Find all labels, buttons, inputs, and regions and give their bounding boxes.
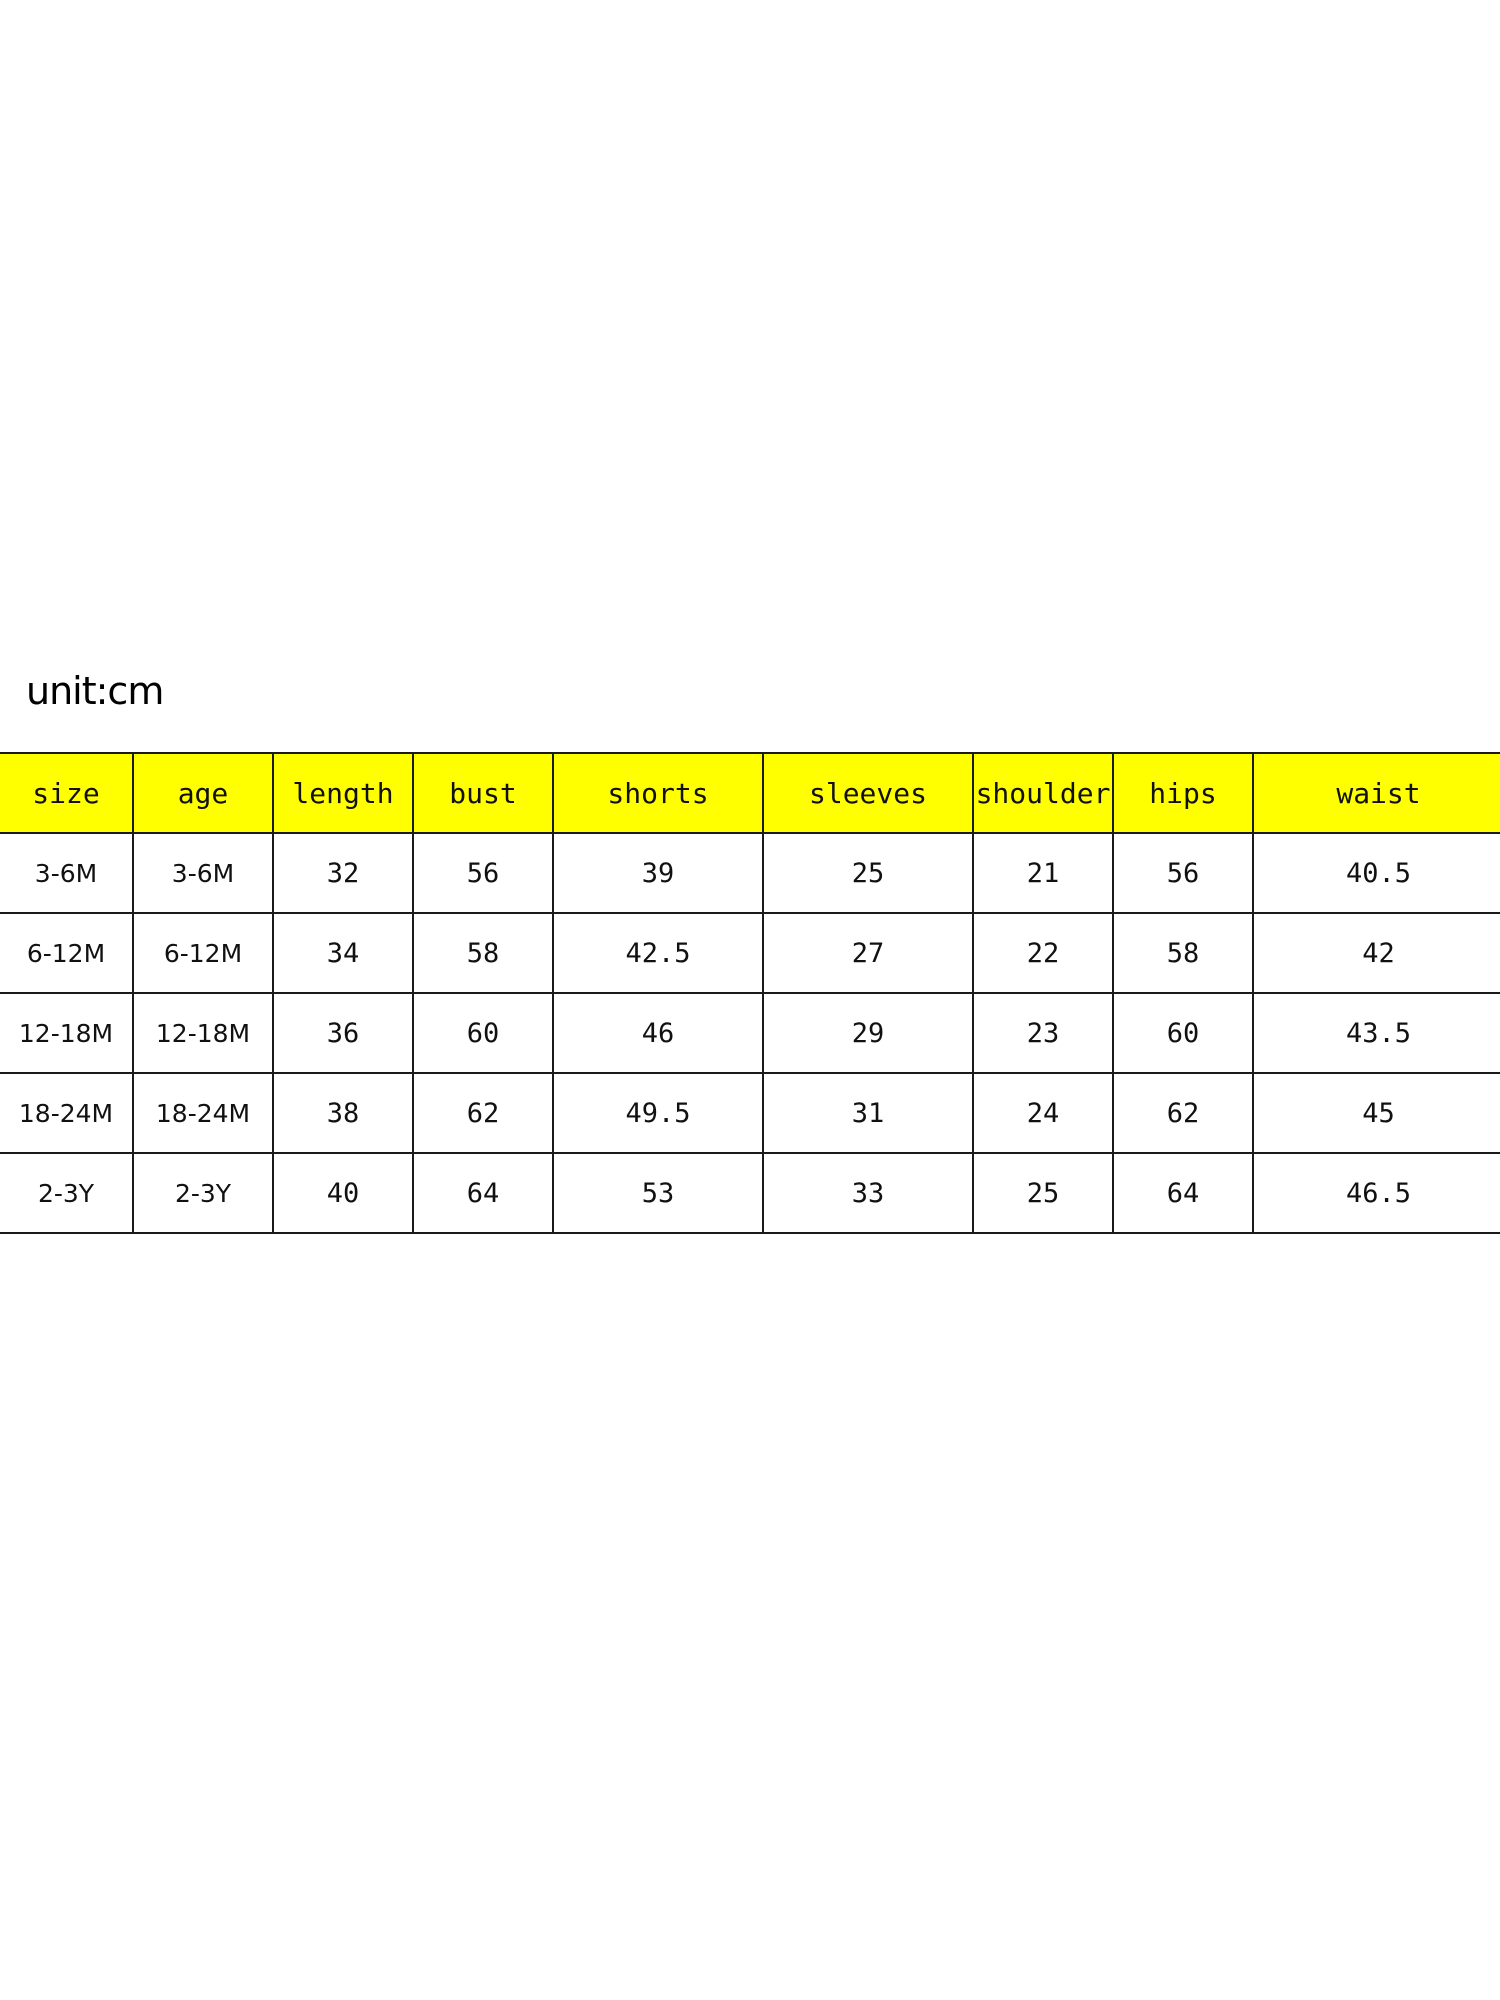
cell-hips: 60 [1113, 993, 1253, 1073]
cell-shoulder: 24 [973, 1073, 1113, 1153]
cell-age: 2-3Y [133, 1153, 273, 1233]
column-header-waist: waist [1253, 753, 1500, 833]
cell-shorts: 42.5 [553, 913, 763, 993]
cell-sleeves: 27 [763, 913, 973, 993]
column-header-sleeves: sleeves [763, 753, 973, 833]
column-header-hips: hips [1113, 753, 1253, 833]
cell-shoulder: 22 [973, 913, 1113, 993]
cell-age: 18-24M [133, 1073, 273, 1153]
table-row [0, 1073, 1500, 1153]
cell-waist: 43.5 [1253, 993, 1500, 1073]
cell-age: 3-6M [133, 833, 273, 913]
column-header-age: age [133, 753, 273, 833]
cell-sleeves: 29 [763, 993, 973, 1073]
cell-size: 6-12M [0, 913, 133, 993]
cell-sleeves: 25 [763, 833, 973, 913]
cell-size: 18-24M [0, 1073, 133, 1153]
cell-shoulder: 21 [973, 833, 1113, 913]
column-header-shoulder: shoulder [973, 753, 1113, 833]
cell-waist: 40.5 [1253, 833, 1500, 913]
column-header-length: length [273, 753, 413, 833]
cell-age: 12-18M [133, 993, 273, 1073]
cell-bust: 64 [413, 1153, 553, 1233]
cell-sleeves: 31 [763, 1073, 973, 1153]
cell-shorts: 46 [553, 993, 763, 1073]
cell-shorts: 39 [553, 833, 763, 913]
header-row [0, 753, 1500, 833]
cell-waist: 46.5 [1253, 1153, 1500, 1233]
cell-waist: 42 [1253, 913, 1500, 993]
unit-label: unit:cm [26, 669, 164, 713]
cell-bust: 56 [413, 833, 553, 913]
cell-size: 2-3Y [0, 1153, 133, 1233]
cell-bust: 62 [413, 1073, 553, 1153]
table-row [0, 913, 1500, 993]
cell-waist: 45 [1253, 1073, 1500, 1153]
cell-length: 34 [273, 913, 413, 993]
cell-hips: 62 [1113, 1073, 1253, 1153]
cell-shorts: 49.5 [553, 1073, 763, 1153]
table-row [0, 1153, 1500, 1233]
cell-shoulder: 23 [973, 993, 1113, 1073]
cell-length: 38 [273, 1073, 413, 1153]
cell-length: 40 [273, 1153, 413, 1233]
cell-length: 32 [273, 833, 413, 913]
cell-bust: 58 [413, 913, 553, 993]
column-header-size: size [0, 753, 133, 833]
table-row [0, 993, 1500, 1073]
cell-length: 36 [273, 993, 413, 1073]
cell-hips: 64 [1113, 1153, 1253, 1233]
cell-shoulder: 25 [973, 1153, 1113, 1233]
column-header-shorts: shorts [553, 753, 763, 833]
cell-size: 12-18M [0, 993, 133, 1073]
cell-bust: 60 [413, 993, 553, 1073]
table-row [0, 833, 1500, 913]
cell-shorts: 53 [553, 1153, 763, 1233]
cell-sleeves: 33 [763, 1153, 973, 1233]
cell-hips: 58 [1113, 913, 1253, 993]
cell-size: 3-6M [0, 833, 133, 913]
cell-hips: 56 [1113, 833, 1253, 913]
size-chart-table [0, 752, 1500, 1234]
column-header-bust: bust [413, 753, 553, 833]
cell-age: 6-12M [133, 913, 273, 993]
